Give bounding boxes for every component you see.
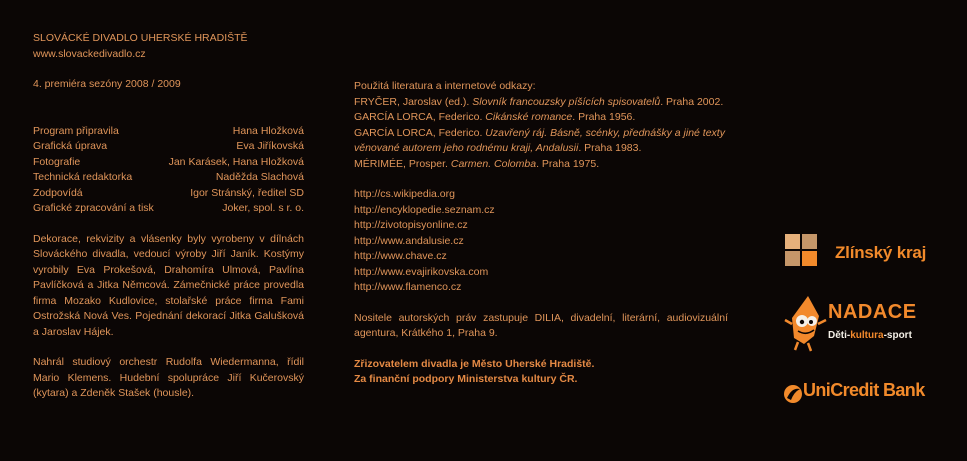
decor-paragraph: Dekorace, rekvizity a vlásenky byly vyrobeny v dílnách Slováckého divadla, vedoucí výroby Jiří Janík. Kostýmy vyrobily Eva Prokešová, Drahomíra Ulmová, Pavlína Pavlíčková a Jitka Němcová. Zámečnické práce provedla firma Mozako Kudlovice, stolařské práce firma Fami Ostrožská Nová Ves. Pojednání dekorací Jitka Galušková a Jaroslav Hájek. — [33, 232, 304, 338]
rights-note: Nositele autorských práv zastupuje DILIA, divadelní, literární, audiovizuální agentura, Krátkého 1, Praha 9. — [354, 311, 728, 339]
credit-role: Grafická úprava — [33, 140, 108, 152]
unicredit-label: UniCredit Bank — [803, 380, 925, 400]
literature-heading: Použitá literatura a internetové odkazy: — [354, 80, 536, 92]
left-column — [33, 31, 304, 402]
link-list — [354, 187, 728, 296]
credit-row — [33, 139, 304, 155]
literature-item — [354, 95, 728, 111]
credit-name: Joker, spol. s r. o. — [222, 202, 304, 214]
nadace-logo — [780, 294, 930, 354]
zlinsky-kraj-logo — [785, 234, 930, 270]
theatre-name: SLOVÁCKÉ DIVADLO UHERSKÉ HRADIŠTĚ — [33, 32, 248, 44]
lit-title: Uzavřený ráj. Básně, scénky, přednášky a jiné texty věnované autorem jeho rodnému kraji, Andalusii — [354, 126, 725, 154]
web-link[interactable]: http://www.chave.cz — [354, 250, 447, 262]
lit-title: Cikánské romance — [485, 111, 573, 123]
web-link[interactable]: http://www.andalusie.cz — [354, 234, 464, 247]
credit-row — [33, 186, 304, 202]
web-link[interactable]: http://www.evajirikovska.com — [354, 265, 489, 278]
lit-author: GARCÍA LORCA, Federico. — [354, 111, 486, 123]
nadace-subtitle: Děti-kultura-sport — [828, 330, 912, 341]
mascot-icon — [784, 294, 828, 352]
credit-name: Jan Karásek, Hana Hložková — [168, 155, 304, 168]
support-line: Za finanční podpory Ministerstva kultury ČR. — [354, 373, 578, 385]
lit-imprint: . Praha 1956. — [572, 111, 636, 123]
lit-author: FRYČER, Jaroslav (ed.). — [354, 95, 473, 108]
founder-line: Zřizovatelem divadla je Město Uherské Hradiště. — [354, 357, 595, 370]
lit-author: GARCÍA LORCA, Federico. — [354, 126, 486, 139]
credit-role: Program připravila — [33, 124, 119, 137]
middle-column — [354, 79, 728, 388]
lit-imprint: . Praha 2002. — [660, 95, 724, 108]
unicredit-swoosh-icon — [783, 383, 803, 405]
web-link[interactable]: http://www.flamenco.cz — [354, 281, 462, 293]
web-link[interactable]: http://zivotopisyonline.cz — [354, 219, 468, 231]
credit-name: Igor Stránský, ředitel SD — [190, 186, 304, 199]
web-link[interactable]: http://encyklopedie.seznam.cz — [354, 203, 495, 216]
credit-row — [33, 170, 304, 186]
credit-name: Eva Jiříkovská — [236, 140, 304, 152]
unicredit-logo — [783, 380, 933, 410]
lit-imprint: . Praha 1983. — [578, 142, 642, 154]
literature-item — [354, 126, 728, 157]
music-paragraph: Nahrál studiový orchestr Rudolfa Wiedermanna, řídil Mario Klemens. Hudební spolupráce Jiří Kučerovský (kytara) a Zdeněk Stašek (housle). — [33, 356, 304, 399]
lit-imprint: . Praha 1975. — [536, 157, 600, 170]
credit-name: Naděžda Slachová — [215, 171, 304, 183]
credit-role: Technická redaktorka — [33, 171, 133, 183]
web-link[interactable]: http://cs.wikipedia.org — [354, 188, 455, 200]
lit-title: Carmen. Colomba — [450, 157, 537, 170]
credits-list — [33, 124, 304, 217]
credit-row — [33, 155, 304, 171]
credit-row — [33, 201, 304, 217]
lit-title: Slovník francouzsky píšících spisovatelů — [472, 95, 661, 108]
zlinsky-kraj-label: Zlínský kraj — [835, 243, 927, 262]
theatre-url[interactable]: www.slovackedivadlo.cz — [33, 47, 146, 60]
credit-role: Grafické zpracování a tisk — [33, 202, 154, 214]
nadace-title: NADACE — [828, 301, 917, 323]
credit-name: Hana Hložková — [232, 124, 304, 137]
premiere-line: 4. premiéra sezóny 2008 / 2009 — [33, 78, 181, 90]
credit-role: Zodpovídá — [33, 186, 83, 199]
literature-item — [354, 157, 728, 173]
literature-item — [354, 110, 728, 126]
lit-author: MÉRIMÉE, Prosper. — [354, 157, 451, 170]
credit-role: Fotografie — [33, 155, 81, 168]
credit-row — [33, 124, 304, 140]
